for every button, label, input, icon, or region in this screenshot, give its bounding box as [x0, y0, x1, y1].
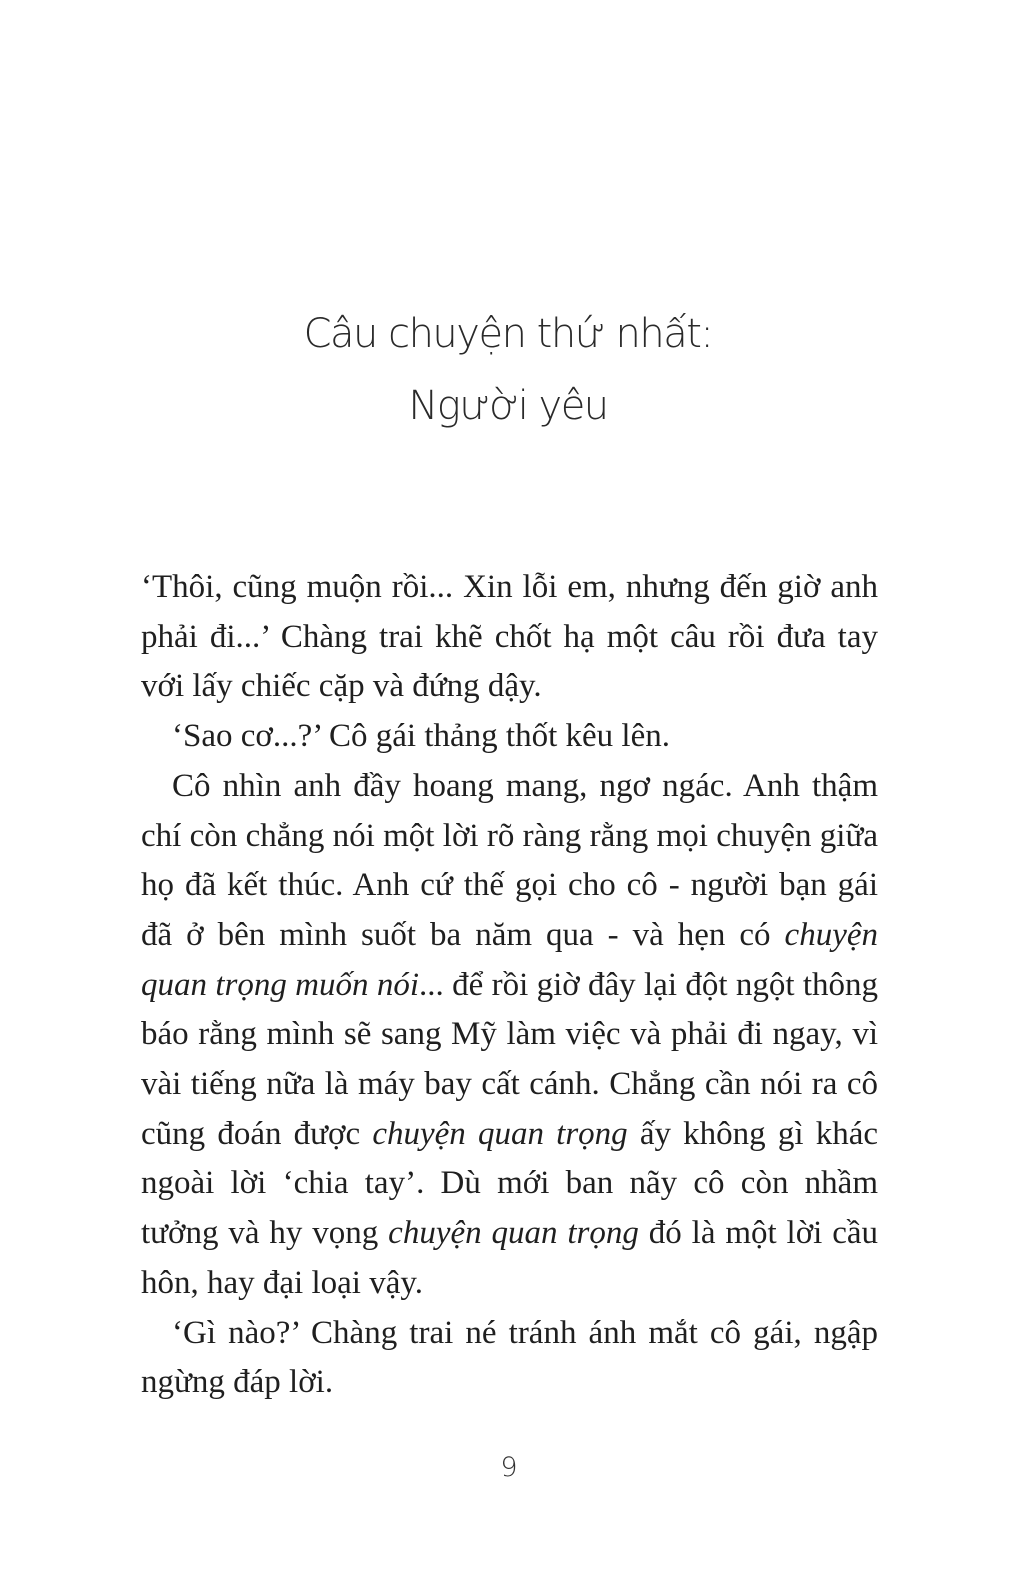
italic-segment: chuyện quan trọng muốn nói: [141, 916, 878, 1003]
paragraph-2: [141, 712, 878, 762]
italic-segment: chuyện quan trọng: [388, 1215, 639, 1252]
page-number: 9: [500, 1452, 518, 1483]
body-text: [141, 563, 878, 1408]
text-segment: Cô nhìn anh đầy hoang mang, ngơ ngác. Anh thậm chí còn chẳng nói một lời rõ ràng rằng mọi chuyện giữa họ đã kết thúc. Anh cứ thế gọi cho cô - người bạn gái đã ở bên mình suốt ba năm qua - và hẹn có: [141, 767, 878, 953]
text-segment: ... để rồi giờ đây lại đột ngột thông báo rằng mình sẽ sang Mỹ làm việc và phải đi ngay, vì vài tiếng nữa là máy bay cất cánh. Chẳng cần nói ra cô cũng đoán được: [141, 966, 878, 1152]
text-segment: ấy không gì khác ngoài lời ‘chia tay’. Dù mới ban nãy cô còn nhầm tưởng và hy vọng: [141, 1115, 879, 1252]
text-segment: ‘Sao cơ...?’ Cô gái thảng thốt kêu lên.: [172, 718, 670, 755]
italic-segment: chuyện quan trọng: [372, 1115, 628, 1152]
chapter-title: [0, 298, 1016, 442]
text-segment: đó là một lời cầu hôn, hay đại loại vậy.: [141, 1215, 879, 1301]
chapter-title-line-2: Người yêu: [408, 383, 608, 429]
text-segment: ‘Gì nào?’ Chàng trai né tránh ánh mắt cô gái, ngập ngừng đáp lời.: [141, 1314, 878, 1401]
paragraph-3: [141, 762, 878, 1309]
text-segment: ‘Thôi, cũng muộn rồi... Xin lỗi em, nhưng đến giờ anh phải đi...’ Chàng trai khẽ chốt hạ một câu rồi đưa tay với lấy chiếc cặp và đứng dậy.: [141, 569, 878, 705]
chapter-title-line-1: Câu chuyện thứ nhất:: [303, 311, 713, 357]
paragraph-4: [141, 1309, 878, 1408]
paragraph-1: [141, 563, 878, 712]
